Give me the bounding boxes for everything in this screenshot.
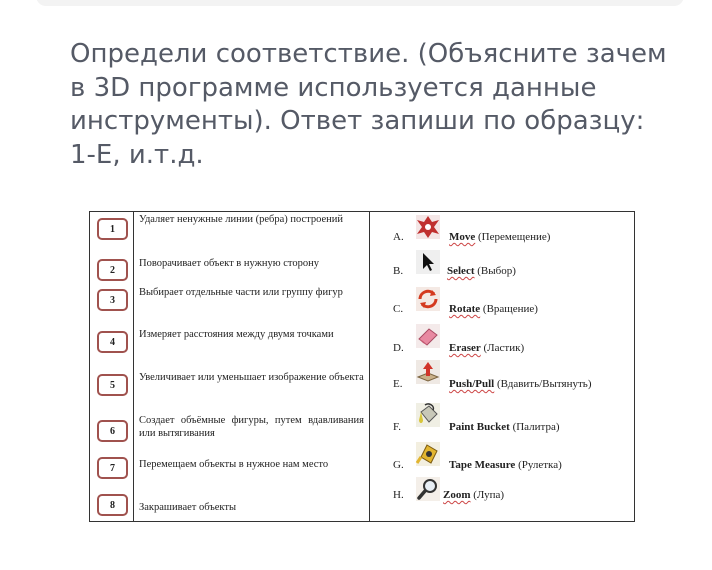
- question-text: Определи соответствие. (Объясните зачем в 3D программе используется данные инструменты). Ответ запиши по образцу: 1-Е, и.т.д.: [70, 39, 667, 170]
- option-letter-b: B.: [393, 265, 404, 277]
- description-8: Закрашивает объекты: [139, 502, 237, 513]
- option-letter-f: F.: [393, 421, 401, 433]
- option-label-tape-measure: Tape Measure (Рулетка): [449, 459, 562, 471]
- top-card-edge: [36, 0, 684, 6]
- number-box-7: 7: [97, 457, 128, 479]
- description-5: Увеличивает или уменьшает изображение объекта: [139, 372, 364, 383]
- option-letter-e: E.: [393, 378, 403, 390]
- number-box-1: 1: [97, 218, 128, 240]
- description-1: Удаляет ненужные линии (ребра) построений: [139, 214, 344, 225]
- option-letter-c: C.: [393, 303, 404, 315]
- option-label-push-pull: Push/Pull (Вдавить/Вытянуть): [449, 378, 592, 390]
- option-label-move: Move (Перемещение): [449, 231, 551, 243]
- description-6: Создает объёмные фигуры, путем вдавливания или вытягивания: [139, 415, 364, 439]
- matching-figure: [89, 211, 635, 522]
- eraser-icon: [415, 323, 441, 349]
- number-box-6: 6: [97, 420, 128, 442]
- column-divider: [133, 212, 134, 521]
- option-label-zoom: Zoom (Лупа): [443, 489, 505, 501]
- option-letter-g: G.: [393, 459, 404, 471]
- paint-bucket-icon: [415, 402, 441, 428]
- move-icon: [415, 214, 441, 240]
- option-letter-d: D.: [393, 342, 404, 354]
- description-2: Поворачивает объект в нужную сторону: [139, 258, 319, 269]
- option-label-eraser: Eraser (Ластик): [449, 342, 525, 354]
- option-letter-h: H.: [393, 489, 404, 501]
- option-letter-a: A.: [393, 231, 404, 243]
- tape-measure-icon: [415, 441, 441, 467]
- option-label-paint-bucket: Paint Bucket (Палитра): [449, 421, 560, 433]
- number-box-5: 5: [97, 374, 128, 396]
- number-box-3: 3: [97, 289, 128, 311]
- number-box-4: 4: [97, 331, 128, 353]
- select-arrow-icon: [415, 249, 441, 275]
- push-pull-icon: [415, 359, 441, 385]
- zoom-icon: [415, 476, 441, 502]
- option-label-select: Select (Выбор): [447, 265, 516, 277]
- description-4: Измеряет расстояния между двумя точками: [139, 329, 334, 340]
- column-divider: [369, 212, 370, 521]
- rotate-icon: [415, 286, 441, 312]
- description-3: Выбирает отдельные части или группу фигур: [139, 287, 343, 298]
- number-box-8: 8: [97, 494, 128, 516]
- number-box-2: 2: [97, 259, 128, 281]
- option-label-rotate: Rotate (Вращение): [449, 303, 538, 315]
- description-7: Перемещаем объекты в нужное нам место: [139, 459, 329, 470]
